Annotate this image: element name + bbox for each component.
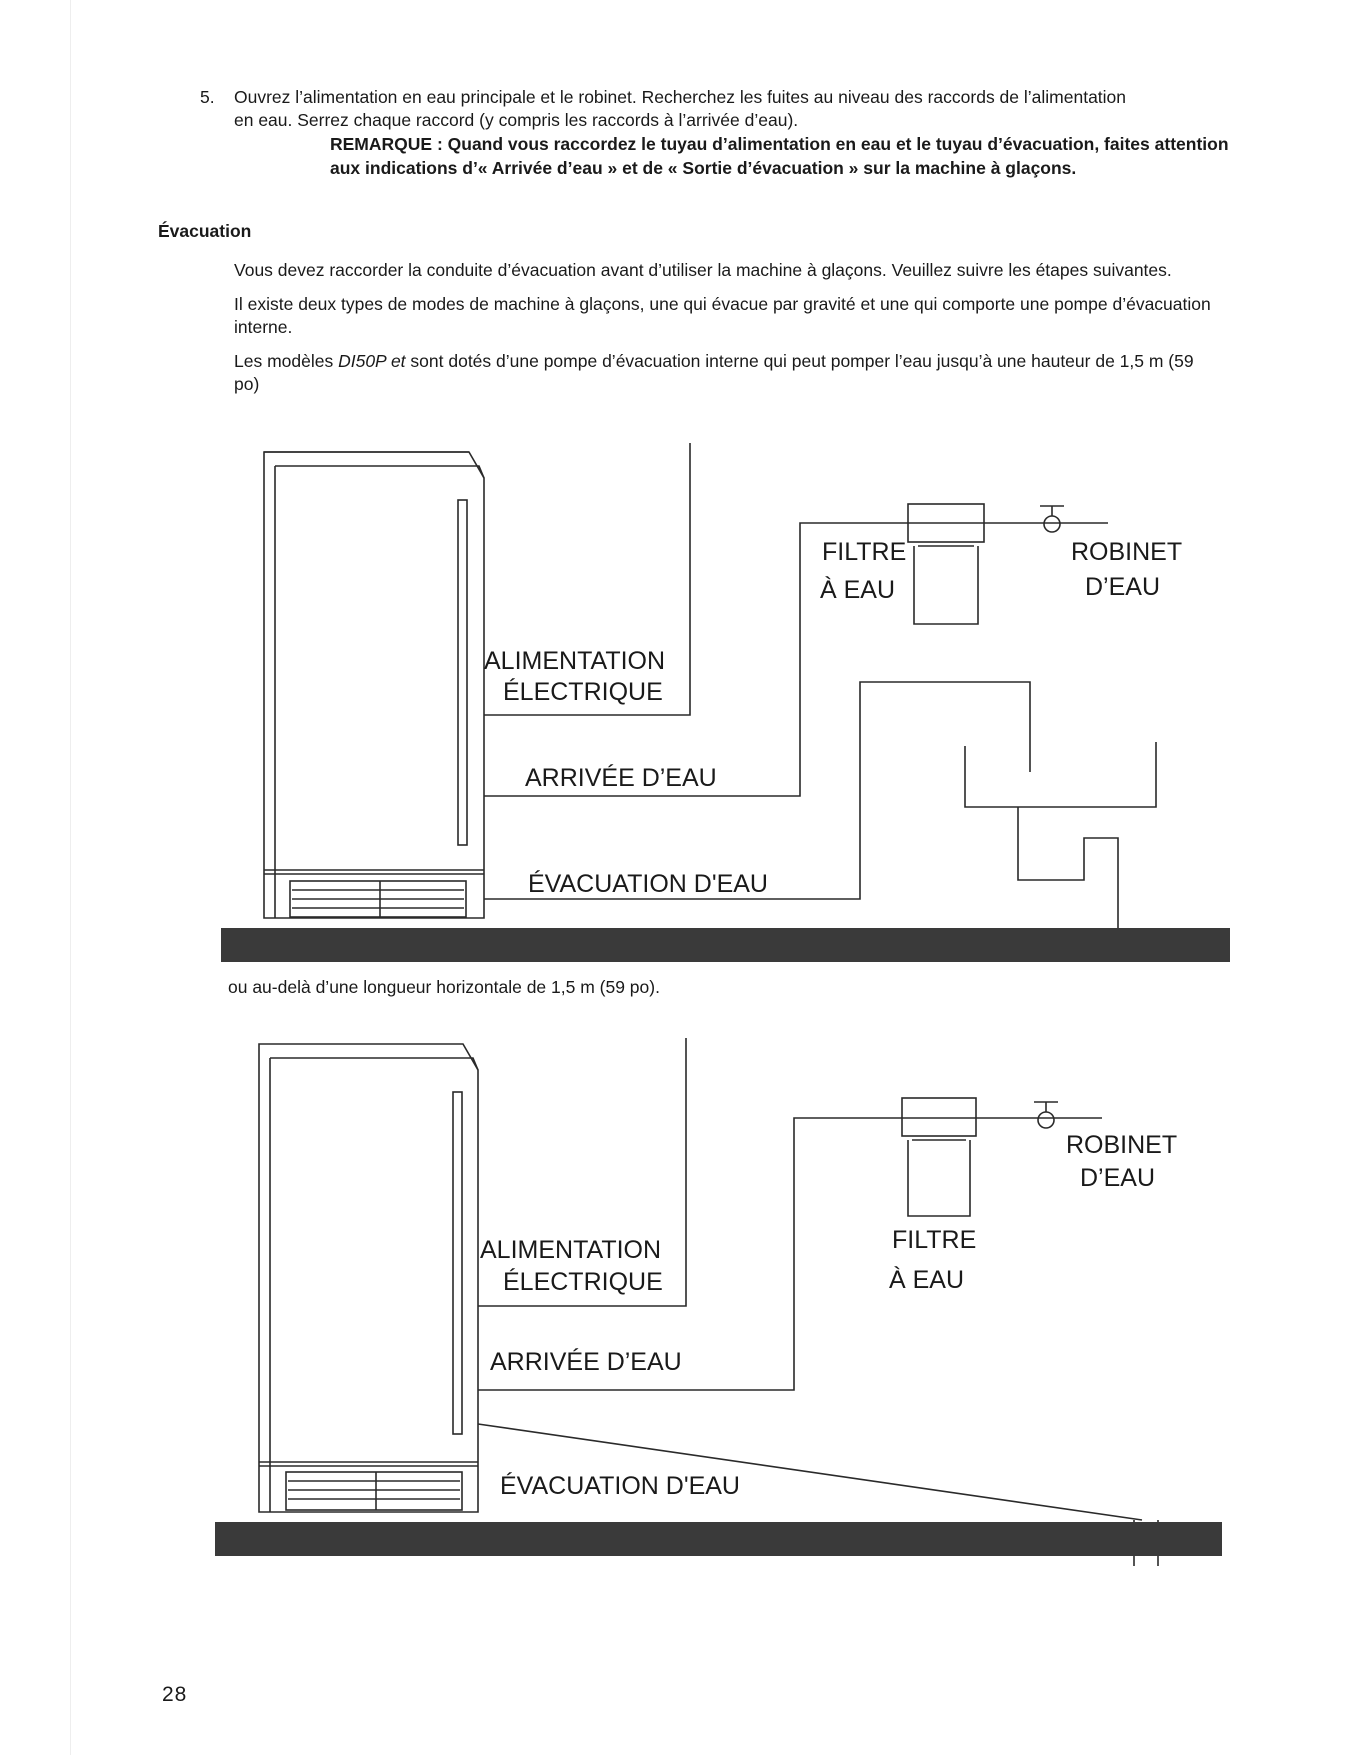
grille-2 — [286, 1472, 462, 1510]
tap-label-1-2: ROBINET — [1066, 1131, 1178, 1159]
section-heading: Évacuation — [158, 221, 252, 241]
ice-machine-door-edge-2 — [270, 1058, 478, 1512]
diagram-horizontal-drain — [0, 1000, 1360, 1600]
caption: ou au-delà d’une longueur horizontale de 1,5 m (59 po). — [228, 977, 660, 997]
drain-label-2: ÉVACUATION D'EAU — [500, 1472, 740, 1500]
note-line-2: aux indications d’« Arrivée d’eau » et de « Sortie d’évacuation » sur la machine à glaçons. — [330, 158, 1077, 178]
drain-trap — [1018, 807, 1118, 928]
power-label-1-2: ALIMENTATION — [480, 1236, 662, 1264]
paragraph-3-prefix: Les modèles — [234, 351, 339, 371]
door-handle-2 — [453, 1092, 462, 1434]
page-number: 28 — [162, 1683, 188, 1706]
water-filter-head-2 — [902, 1098, 976, 1136]
filter-label-1: FILTRE — [822, 538, 907, 566]
paragraph-3-rest: sont dotés d’une pompe d’évacuation interne qui peut pomper l’eau jusqu’à une hauteur de 1,5 m (59 — [405, 351, 1194, 371]
ice-machine-cabinet-2 — [259, 1044, 478, 1512]
floor-2 — [215, 1522, 1222, 1556]
drain-label: ÉVACUATION D'EAU — [528, 870, 768, 898]
model-name: DI50P et — [338, 351, 406, 371]
filter-label-2: À EAU — [820, 576, 896, 604]
paragraph-1: Vous devez raccorder la conduite d’évacuation avant d’utiliser la machine à glaçons. Veuillez suivre les étapes suivantes. — [234, 260, 1172, 280]
water-tap-valve-2 — [1038, 1112, 1054, 1128]
step-number: 5. — [200, 87, 215, 107]
step-5-line-1: Ouvrez l’alimentation en eau principale et le robinet. Recherchez les fuites au niveau des raccords de l’alimentation — [234, 87, 1127, 107]
power-label-2: ÉLECTRIQUE — [503, 678, 663, 706]
power-label-1: ALIMENTATION — [484, 647, 666, 675]
power-label-2-2: ÉLECTRIQUE — [503, 1268, 663, 1296]
paragraph-3-line-2: po) — [234, 374, 260, 394]
tap-label-2-2: D’EAU — [1080, 1164, 1156, 1192]
water-tap-valve — [1044, 516, 1060, 532]
inlet-label: ARRIVÉE D’EAU — [525, 764, 717, 792]
filter-label-2-2: À EAU — [889, 1266, 965, 1294]
floor — [221, 928, 1230, 962]
diagram-2-drawing — [0, 1000, 1360, 1600]
door-handle — [458, 500, 467, 845]
ice-machine-door-edge — [275, 466, 484, 918]
note-line-1: REMARQUE : Quand vous raccordez le tuyau d’alimentation en eau et le tuyau d’évacuation, faites attention — [330, 134, 1229, 154]
tap-label-2: D’EAU — [1085, 573, 1161, 601]
step-5-line-2: en eau. Serrez chaque raccord (y compris les raccords à l’arrivée d’eau). — [234, 110, 799, 130]
tap-label-1: ROBINET — [1071, 538, 1183, 566]
filter-label-1-2: FILTRE — [892, 1226, 977, 1254]
water-filter-cartridge — [914, 546, 978, 624]
ice-machine-cabinet — [264, 452, 484, 918]
water-filter-cartridge-2 — [908, 1140, 970, 1216]
inlet-label-2: ARRIVÉE D’EAU — [490, 1348, 682, 1376]
paragraph-2-line-2: interne. — [234, 317, 293, 337]
paragraph-2-line-1: Il existe deux types de modes de machine à glaçons, une qui évacue par gravité et une qui comporte une pompe d’évacuation — [234, 294, 1211, 314]
standpipe-u — [965, 742, 1156, 807]
